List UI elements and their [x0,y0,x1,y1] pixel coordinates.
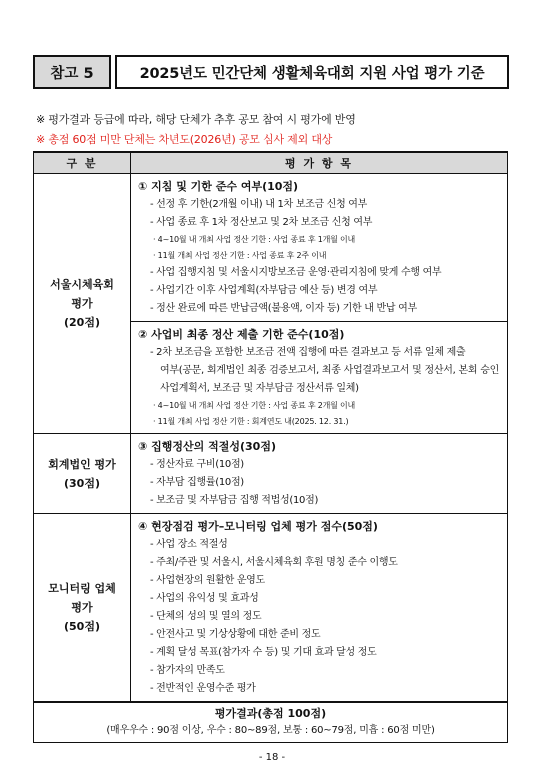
criteria-item [138,344,501,398]
table-row [34,434,508,514]
criteria-cell [131,174,508,322]
criteria-item: - 주최/주관 및 서울시, 서울시체육회 후원 명칭 준수 이행도 [150,557,398,568]
criteria-title: ④ 현장점검 평가–모니터링 업체 평가 점수(50점) [138,520,378,533]
category-label: 서울시체육회 [50,278,114,291]
table-footer-row [34,702,508,743]
category-label: (50점) [64,620,100,633]
criteria-item: - 선정 후 기한(2개월 이내) 내 1차 보조금 신청 여부 [150,199,368,210]
criteria-item: - 보조금 및 자부담금 집행 적법성(10점) [150,495,319,506]
result-title: 평가결과(총점 100점) [214,707,327,720]
note-grade-reflection: ※ 평가결과 등급에 따라, 해당 단체가 추후 공모 참여 시 평가에 반영 [36,113,356,126]
criteria-cell [131,322,508,434]
category-cell [34,434,131,514]
category-label: (30점) [64,476,100,490]
column-header-items: 평 가 항 목 [131,152,508,174]
category-label: (20점) [64,316,100,329]
criteria-item: - 사업기간 이후 사업계획(자부담금 예산 등) 변경 여부 [150,285,378,296]
criteria-item: - 정산 완료에 따른 반납금액(불용액, 이자 등) 기한 내 반납 여부 [150,303,417,314]
deadline-note: · 11월 개최 사업 정산 기한 : 사업 종료 후 2주 이내 [153,251,327,260]
criteria-title: ③ 집행정산의 적절성(30점) [138,440,276,453]
criteria-item: - 사업현장의 원활한 운영도 [150,575,265,586]
criteria-item: - 단체의 성의 및 열의 정도 [150,611,262,622]
table-row [34,174,508,322]
category-cell [34,174,131,434]
criteria-item: - 사업 종료 후 1차 정산보고 및 2차 보조금 신청 여부 [150,217,373,228]
criteria-item: - 정산자료 구비(10점) [150,459,244,470]
deadline-note: · 11월 개최 사업 정산 기한 : 회계연도 내(2025. 12. 31.) [153,417,349,426]
evaluation-criteria-table [33,151,508,743]
criteria-item: - 안전사고 및 기상상황에 대한 준비 정도 [150,629,321,640]
category-label: 평가 [71,297,93,310]
criteria-item-text: - 2차 보조금을 포함한 보조금 전액 집행에 따른 결과보고 등 서류 일체 제출 [150,347,466,358]
criteria-item: - 전반적인 운영수준 평가 [150,683,256,694]
criteria-item: - 계획 달성 목표(참가자 수 등) 및 기대 효과 달성 정도 [150,647,377,658]
table-row [34,514,508,703]
deadline-note: · 4~10월 내 개최 사업 정산 기한 : 사업 종료 후 1개월 이내 [153,235,356,244]
page-title: 2025년도 민간단체 생활체육대회 지원 사업 평가 기준 [115,55,509,89]
criteria-item: - 자부담 집행률(10점) [150,477,244,488]
criteria-title: ① 지침 및 기한 준수 여부(10점) [138,180,299,193]
category-label: 회계법인 평가 [48,457,116,471]
criteria-title: ② 사업비 최종 정산 제출 기한 준수(10점) [138,328,345,341]
criteria-item: - 참가자의 만족도 [150,665,225,676]
criteria-cell [131,514,508,703]
page-header [33,55,509,89]
deadline-note: · 4~10월 내 개최 사업 정산 기한 : 사업 종료 후 2개월 이내 [153,401,356,410]
criteria-item-continuation: 여부(공문, 회계법인 최종 검증보고서, 최종 사업결과보고서 및 정산서, 본회 승인 사업계획서, 보조금 및 자부담금 정산서류 일체) [160,365,499,394]
table-header-row [34,152,508,174]
criteria-cell [131,434,508,514]
criteria-item: - 사업 집행지침 및 서울시지방보조금 운영·관리지침에 맞게 수행 여부 [150,267,442,278]
category-label: 모니터링 업체 [48,582,116,595]
grade-scale: (매우우수 : 90점 이상, 우수 : 80~89점, 보통 : 60~79점, 미흡 : 60점 미만) [106,725,435,736]
criteria-item: - 사업 장소 적절성 [150,539,228,550]
note-exclusion: ※ 총점 60점 미만 단체는 차년도(2026년) 공모 심사 제외 대상 [36,133,333,146]
reference-label: 참고 5 [33,55,111,89]
category-label: 평가 [71,601,93,614]
category-cell [34,514,131,703]
column-header-category: 구 분 [34,152,131,174]
criteria-item: - 사업의 유익성 및 효과성 [150,593,259,604]
page-number: - 18 - [258,752,286,763]
